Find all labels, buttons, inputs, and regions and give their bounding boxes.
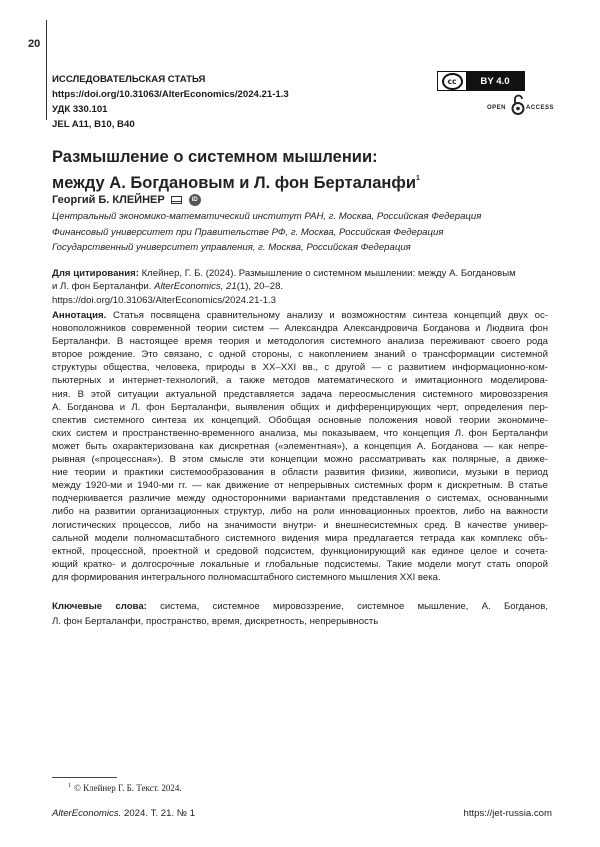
citation-journal: AlterEconomics, bbox=[154, 281, 224, 293]
abstract-line: спектив системного синтеза их концепций. Обобщая основные положения новой теории экономиче- bbox=[52, 414, 548, 426]
abstract-line: между 1920-ми и 1940-ми гг. — как движение от непрерывных системных форм к дискретным. В статье bbox=[52, 480, 548, 492]
citation-text-2a: и Л. фон Берталанфи. bbox=[52, 281, 155, 293]
cc-icon: cc bbox=[438, 72, 466, 90]
footer-journal-info bbox=[52, 808, 195, 819]
abstract-line: ектной, процессной, проектной и средовой подсистем, функционирующий как единое целое и сочета- bbox=[52, 545, 548, 557]
open-access-lock-icon bbox=[511, 94, 525, 116]
abstract-line: ния. В этой ситуации актуальной представляется задача переосмысления системного мировоззрения bbox=[52, 388, 548, 400]
abstract-label: Аннотация. bbox=[52, 310, 107, 321]
footer-url[interactable]: https://jet-russia.com bbox=[463, 808, 552, 819]
abstract-line: второе рождение. Это связано, с одной стороны, с накоплением знаний о трансформации системной bbox=[52, 349, 548, 361]
footer-issue: 2024. Т. 21. № 1 bbox=[121, 808, 196, 819]
article-type: ИССЛЕДОВАТЕЛЬСКАЯ СТАТЬЯ bbox=[52, 74, 206, 85]
abstract-line: либо на развитии организационных структур, либо на роли инновационных проектов, либо на важности bbox=[52, 506, 548, 518]
abstract-line: ние теории и практики системообразования в области развития физики, живописи, музыки в период bbox=[52, 467, 548, 479]
abstract-line: А. Богданова и Л. фон Берталанфи, выявления общих и дифференцирующих черт, определения пер- bbox=[52, 401, 548, 413]
oa-access-text: ACCESS bbox=[526, 105, 555, 111]
affiliation-2: Финансовый университет при Правительстве РФ, г. Москва, Российская Федерация bbox=[52, 226, 444, 238]
jel-codes: JEL A11, B10, B40 bbox=[52, 119, 135, 130]
footnote-divider bbox=[52, 777, 117, 778]
cc-by-label: BY 4.0 bbox=[466, 72, 524, 90]
citation-text-1: Клейнер, Г. Б. (2024). Размышление о системном мышлении: между А. Богдановым bbox=[138, 268, 516, 279]
title-line-1: Размышление о системном мышлении: bbox=[52, 148, 378, 166]
affiliation-1: Центральный экономико-математический институт РАН, г. Москва, Российская Федерация bbox=[52, 211, 482, 222]
abstract-line: Статья посвящена сравнительному анализу и возможностям синтеза концепций двух ос- bbox=[106, 310, 548, 321]
keywords-line-2: Л. фон Берталанфи, пространство, время, дискретность, непрерывность bbox=[52, 615, 379, 627]
oa-open-text: OPEN bbox=[487, 105, 507, 111]
keywords-label: Ключевые слова: bbox=[52, 601, 147, 612]
vertical-rule bbox=[46, 20, 47, 120]
keywords-block bbox=[52, 600, 548, 629]
abstract-line: структуры общества, человека, природы в XX–XXI вв., с другой — с развитием информационно-ком- bbox=[52, 362, 548, 374]
abstract-block bbox=[52, 309, 548, 584]
footnote-text: © Клейнер Г. Б. Текст. 2024. bbox=[74, 783, 182, 793]
abstract-line: подчеркивается различие между односторонними вариантами представления о системах, основанными bbox=[52, 493, 548, 505]
citation-doi[interactable]: https://doi.org/10.31063/AlterEconomics/2024.21-1.3 bbox=[52, 294, 276, 306]
doi-link[interactable]: https://doi.org/10.31063/AlterEconomics/2024.21-1.3 bbox=[52, 89, 289, 100]
author-line bbox=[52, 194, 201, 206]
abstract-line: пьютерных и интернет-технологий, а также методов математического и имитационного моделирова- bbox=[52, 375, 548, 387]
footer-journal: AlterEconomics. bbox=[52, 808, 122, 819]
abstract-line: новоположников современной теории систем — Александра Александровича Богданова и Людвига фон bbox=[52, 323, 548, 335]
footnote bbox=[68, 783, 182, 793]
abstract-line: Берталанфи. В настоящее время теория и методология системного анализа переживают своего рода bbox=[52, 336, 548, 348]
affiliations bbox=[52, 209, 481, 256]
affiliation-3: Государственный университет управления, г. Москва, Российская Федерация bbox=[52, 242, 411, 253]
abstract-line: для формирования интегрального полномасштабного системного мышления XXI века. bbox=[52, 571, 441, 583]
abstract-line: логистических процессов, либо на значимости внутри- и внешнесистемных сред. В качестве универ- bbox=[52, 519, 548, 531]
page-number: 20 bbox=[28, 38, 41, 50]
abstract-line: может быть охарактеризована как дискретная («элементная»), а концепция А. Богданова — как непре- bbox=[52, 440, 548, 452]
orcid-icon[interactable]: iD bbox=[189, 194, 201, 206]
abstract-line: ющий кратко- и долгосрочные локальные и глобальные подсистемы. Такие модели могут стать опорой bbox=[52, 558, 548, 570]
abstract-line: сальной модели полномасштабного системного видения мира предлагается тетрада как комплекс объ- bbox=[52, 532, 548, 544]
abstract-line: ских систем и пространственно-временного анализа, мы показываем, что концепция Л. фон Берталанфи bbox=[52, 427, 548, 439]
citation-volume: 21 bbox=[223, 281, 237, 293]
author-name: Георгий Б. КЛЕЙНЕР bbox=[52, 194, 165, 206]
keywords-line-1: система, системное мировоззрение, системное мышление, А. Богданов, bbox=[146, 601, 548, 612]
cc-license-badge[interactable] bbox=[437, 71, 525, 91]
citation-label: Для цитирования: bbox=[52, 268, 139, 279]
article-title bbox=[52, 147, 522, 194]
email-icon[interactable] bbox=[171, 196, 182, 204]
abstract-line: рывная («процессная»). В этом смысле эти концепции можно рассматривать как полярные, а движе- bbox=[52, 454, 548, 466]
footnote-mark: 1 bbox=[68, 783, 71, 789]
citation-block bbox=[52, 267, 552, 307]
open-access-logo bbox=[474, 94, 564, 116]
citation-text-2b: (1), 20–28. bbox=[236, 281, 284, 293]
title-footnote-mark: 1 bbox=[415, 175, 420, 182]
title-line-2: между А. Богдановым и Л. фон Берталанфи bbox=[52, 174, 416, 192]
article-meta bbox=[52, 72, 289, 132]
udk-code: УДК 330.101 bbox=[52, 104, 108, 115]
